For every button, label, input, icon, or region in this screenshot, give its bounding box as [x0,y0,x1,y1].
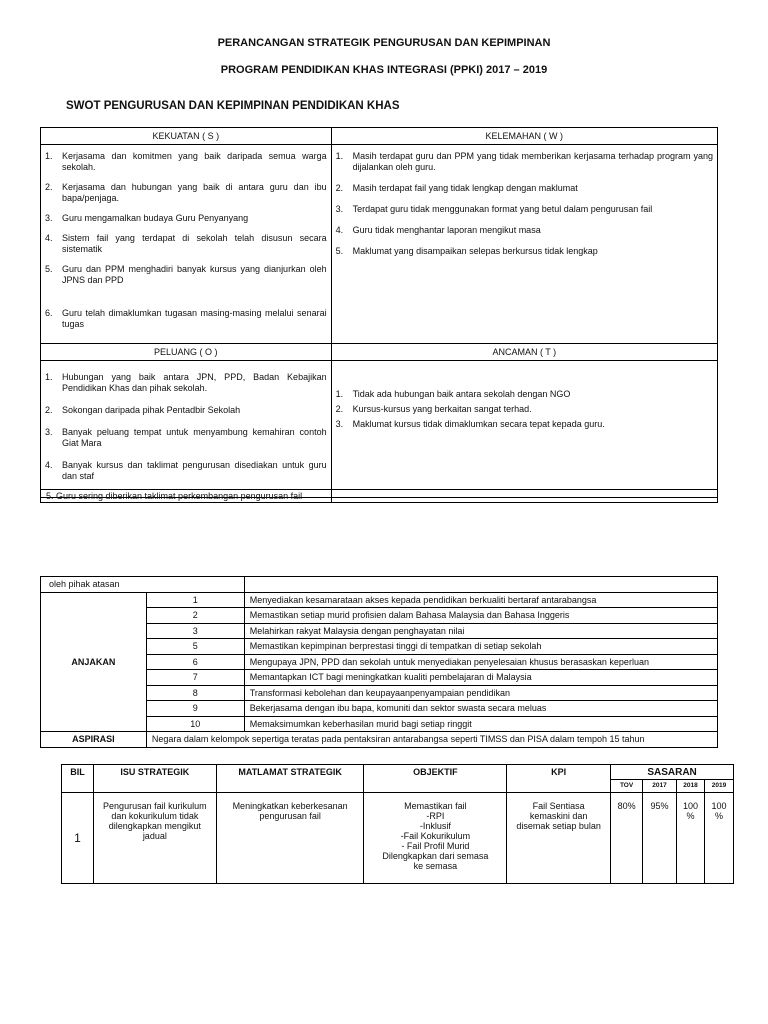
peluang-item [45,405,327,416]
year-2017-header: 2017 [643,780,677,793]
anjakan-number: 9 [146,701,244,717]
ancaman-item [336,419,713,430]
kelemahan-item-number: 2. [335,183,344,193]
row-2019: 100 % [704,793,733,884]
ancaman-item [336,389,713,400]
peluang-item-text: Banyak kursus dan taklimat pengurusan disediakan untuk guru dan staf [62,460,327,481]
ancaman-item-number: 2. [335,404,344,414]
anjakan-number: 8 [146,685,244,701]
strategic-plan-table [61,764,734,884]
peluang-item-text: Sokongan daripada pihak Pentadbir Sekolah [62,405,241,415]
peluang-item-number: 2. [45,405,53,415]
anjakan-description: Transformasi kebolehan dan keupayaanpenyampaian pendidikan [244,685,717,701]
kekuatan-item [45,182,327,204]
kekuatan-item-number: 6. [45,308,53,318]
anjakan-number: 5 [146,639,244,655]
kekuatan-item-text: Guru mengamalkan budaya Guru Penyanyang [62,213,249,223]
peluang-item-number: 3. [45,427,53,437]
kelemahan-header: KELEMAHAN ( W ) [331,128,717,145]
anjakan-row [41,592,718,608]
row-matlamat-strategik: Meningkatkan keberkesanan pengurusan fail [216,793,364,884]
kekuatan-item-text: Guru telah dimaklumkan tugasan masing-masing melalui senarai tugas [62,308,327,329]
ancaman-cell [331,361,717,498]
anjakan-table [40,576,718,748]
objektif-line: - Fail Profil Murid [401,841,470,851]
row-objektif [364,793,507,884]
kekuatan-item-number: 3. [45,213,53,223]
isu-strategik-header: ISU STRATEGIK [93,765,216,793]
anjakan-label: ANJAKAN [41,592,147,732]
kelemahan-item-text: Terdapat guru tidak menggunakan format yang betul dalam pengurusan fail [352,204,653,214]
kekuatan-item-number: 2. [45,182,53,192]
peluang-cell [41,361,332,498]
kekuatan-item-number: 4. [45,233,53,243]
peluang-item-5: 5. Guru sering diberikan taklimat perkembangan pengurusan fail [41,490,332,503]
row-kpi: Fail Sentiasa kemaskini dan disemak setiap bulan [507,793,611,884]
kelemahan-item-number: 1. [335,151,344,161]
peluang-item-number: 4. [45,460,53,470]
ancaman-item-text: Tidak ada hubungan baik antara sekolah dengan NGO [352,389,571,399]
document-title: PERANCANGAN STRATEGIK PENGURUSAN DAN KEPIMPINAN [217,37,551,49]
sasaran-header: SASARAN [611,765,734,780]
matlamat-strategik-header: MATLAMAT STRATEGIK [216,765,364,793]
kekuatan-item-text: Sistem fail yang terdapat di sekolah telah disusun secara sistematik [62,233,327,254]
peluang-item-text: Hubungan yang baik antara JPN, PPD, Badan Kebajikan Pendidikan Khas dan pihak sekolah. [62,372,327,393]
kelemahan-list [336,151,713,257]
anjakan-number: 10 [146,716,244,732]
anjakan-description: Mengupaya JPN, PPD dan sekolah untuk menyediakan penyelesaian khusus berasaskan keperluan [244,654,717,670]
ancaman-item-number: 1. [335,389,344,399]
row-tov: 80% [611,793,643,884]
ancaman-item [336,404,713,415]
peluang-item-text: Banyak peluang tempat untuk menyambung kemahiran contoh Giat Mara [62,427,327,448]
anjakan-description: Melahirkan rakyat Malaysia dengan penghayatan nilai [244,623,717,639]
peluang-item-number: 1. [45,372,53,382]
year-2019-header: 2019 [704,780,733,793]
row-bil: 1 [62,793,94,884]
objektif-line: Memastikan fail [404,801,467,811]
peluang-item [45,427,327,449]
kekuatan-item-text: Kerjasama dan hubungan yang baik di antara guru dan ibu bapa/penjaga. [62,182,327,203]
kelemahan-item-text: Masih terdapat guru dan PPM yang tidak memberikan kerjasama terhadap program yang dijalankan oleh guru. [352,151,713,172]
objektif-line: -Fail Kokurikulum [400,831,471,841]
kekuatan-item [45,213,327,224]
peluang-item [45,372,327,394]
bil-header: BIL [62,765,94,793]
kekuatan-item-text: Guru dan PPM menghadiri banyak kursus yang dianjurkan oleh JPNS dan PPD [62,264,327,285]
kelemahan-item [336,151,713,173]
anjakan-description: Menyediakan kesamarataan akses kepada pendidikan berkualiti bertaraf antarabangsa [244,592,717,608]
objektif-line: -Inklusif [419,821,451,831]
kelemahan-item-number: 4. [335,225,344,235]
anjakan-number: 1 [146,592,244,608]
peluang-item [45,460,327,482]
aspirasi-row [41,732,718,748]
empty-cell [244,577,717,593]
objektif-line: Dilengkapkan dari semasa ke semasa [382,851,489,871]
kekuatan-list [45,151,327,330]
objektif-header: OBJEKTIF [364,765,507,793]
anjakan-description: Memastikan setiap murid profisien dalam Bahasa Malaysia dan Bahasa Inggeris [244,608,717,624]
ancaman-header: ANCAMAN ( T ) [331,344,717,361]
kekuatan-item-text: Kerjasama dan komitmen yang baik daripada semua warga sekolah. [62,151,327,172]
peluang-item-5-continued: oleh pihak atasan [41,577,245,593]
anjakan-number: 7 [146,670,244,686]
kekuatan-header: KEKUATAN ( S ) [41,128,332,145]
document-subtitle: PROGRAM PENDIDIKAN KHAS INTEGRASI (PPKI) 2017 – 2019 [220,64,548,76]
row-2018: 100 % [676,793,704,884]
kelemahan-cell [331,145,717,344]
kelemahan-item-number: 5. [335,246,344,256]
kelemahan-item [336,183,713,194]
swot-heading: SWOT PENGURUSAN DAN KEPIMPINAN PENDIDIKAN KHAS [66,100,400,112]
kekuatan-item [45,233,327,255]
kelemahan-item [336,204,713,215]
kpi-header: KPI [507,765,611,793]
kelemahan-item [336,246,713,257]
aspirasi-label: ASPIRASI [41,732,147,748]
ancaman-item-text: Kursus-kursus yang berkaitan sangat terhad. [352,404,532,414]
kelemahan-item-number: 3. [335,204,344,214]
aspirasi-text: Negara dalam kelompok sepertiga teratas pada pentaksiran antarabangsa seperti TIMSS dan PISA dalam tempoh 15 tahun [146,732,717,748]
row-isu-strategik: Pengurusan fail kurikulum dan kokurikulum tidak dilengkapkan mengikut jadual [93,793,216,884]
kekuatan-item-number: 5. [45,264,53,274]
kelemahan-item-text: Maklumat yang disampaikan selepas berkursus tidak lengkap [352,246,598,256]
objektif-line: -RPI [426,811,445,821]
kekuatan-item [45,308,327,330]
kelemahan-item-text: Masih terdapat fail yang tidak lengkap dengan maklumat [352,183,578,193]
row-2017: 95% [643,793,677,884]
peluang-header: PELUANG ( O ) [41,344,332,361]
kekuatan-item [45,151,327,173]
swot-table-continuation [40,489,718,503]
kelemahan-item [336,225,713,236]
peluang-list [45,372,327,482]
anjakan-description: Bekerjasama dengan ibu bapa, komuniti dan sektor swasta secara meluas [244,701,717,717]
empty-cell [331,490,717,503]
swot-table [40,127,718,498]
ancaman-list [336,389,713,430]
anjakan-description: Memantapkan ICT bagi meningkatkan kualiti pembelajaran di Malaysia [244,670,717,686]
anjakan-description: Memaksimumkan keberhasilan murid bagi setiap ringgit [244,716,717,732]
anjakan-number: 6 [146,654,244,670]
kekuatan-item [45,264,327,286]
ancaman-item-number: 3. [335,419,344,429]
year-2018-header: 2018 [676,780,704,793]
kekuatan-item-number: 1. [45,151,53,161]
ancaman-item-text: Maklumat kursus tidak dimaklumkan secara tepat kepada guru. [352,419,605,429]
kekuatan-cell [41,145,332,344]
anjakan-number: 2 [146,608,244,624]
kelemahan-item-text: Guru tidak menghantar laporan mengikut masa [352,225,541,235]
anjakan-description: Memastikan kepimpinan berprestasi tinggi di tempatkan di setiap sekolah [244,639,717,655]
anjakan-number: 3 [146,623,244,639]
tov-header: TOV [611,780,643,793]
